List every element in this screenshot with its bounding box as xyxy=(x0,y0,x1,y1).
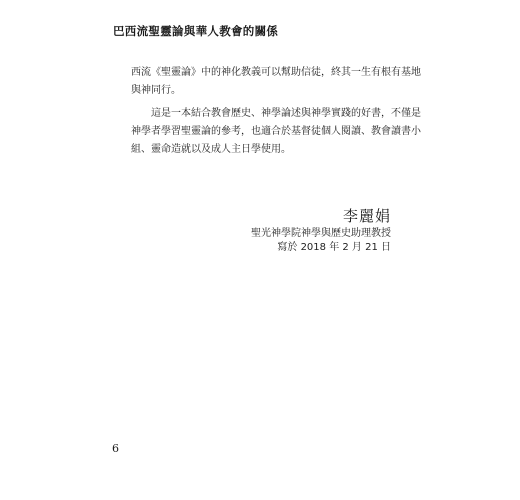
running-head: 巴西流聖靈論與華人教會的關係 xyxy=(113,24,279,38)
paragraph-2-line-3: 組、靈命造就以及成人主日學使用。 xyxy=(131,144,291,155)
paragraph-1 xyxy=(131,64,421,100)
paragraph-1-line-1: 西流《聖靈論》中的神化教義可以幫助信徒，終其一生有根有基地 xyxy=(131,67,421,78)
paragraph-1-line-2: 與神同行。 xyxy=(131,85,181,96)
signature-name: 李麗娟 xyxy=(342,207,391,225)
signature-date: 寫於 2018 年 2 月 21 日 xyxy=(277,242,391,253)
paragraph-2-line-1: 這是一本結合教會歷史、神學論述與神學實踐的好書，不僅是 xyxy=(151,108,421,119)
page-number: 6 xyxy=(112,442,119,455)
paragraph-2 xyxy=(131,105,421,159)
paragraph-2-line-2: 神學者學習聖靈論的參考，也適合於基督徒個人閱讀、教會讀書小 xyxy=(131,126,421,137)
signature-title: 聖光神學院神學與歷史助理教授 xyxy=(251,228,391,239)
